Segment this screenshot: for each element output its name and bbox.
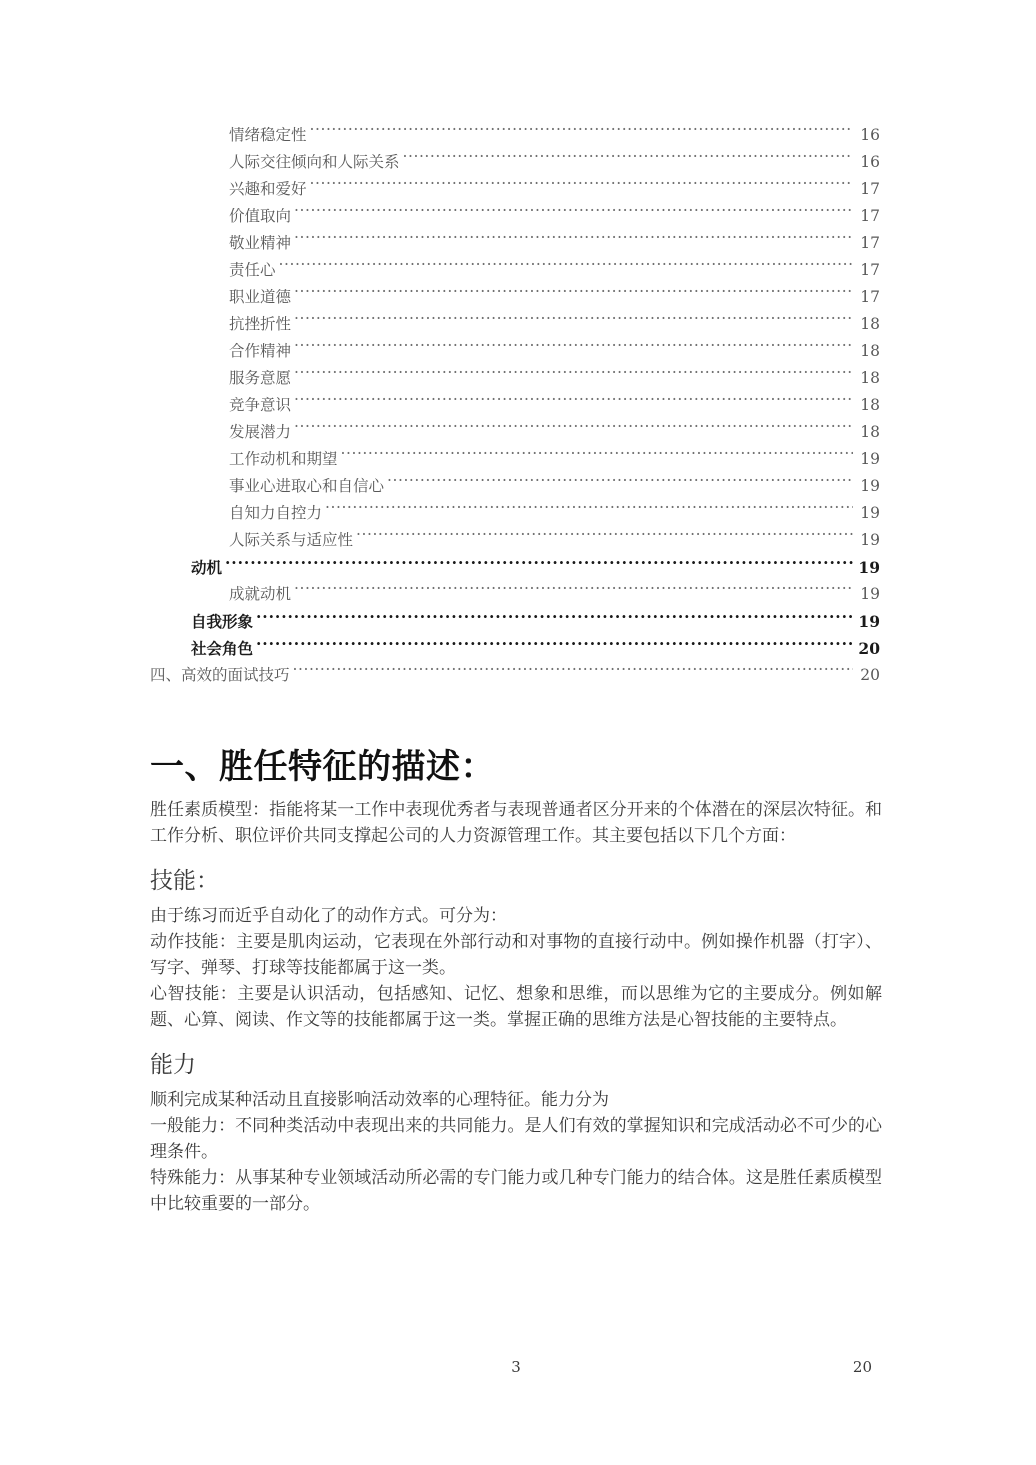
toc-entry-page-number: 18 <box>860 396 880 414</box>
toc-dot-leader <box>310 125 853 141</box>
toc-entry[interactable] <box>150 122 880 149</box>
footer-page-number: 3 <box>511 1358 521 1376</box>
toc-entry-label: 价值取向 <box>229 207 292 225</box>
toc-entry-page-number: 19 <box>860 585 880 603</box>
toc-entry[interactable] <box>150 149 880 176</box>
toc-entry-label: 服务意愿 <box>229 369 292 387</box>
toc-entry-label: 责任心 <box>229 261 276 279</box>
footer-total-pages: 20 <box>852 1358 872 1376</box>
toc-entry[interactable] <box>150 392 880 419</box>
toc-entry-page-number: 17 <box>860 234 880 252</box>
toc-entry[interactable] <box>150 473 880 500</box>
document-content <box>150 745 882 1219</box>
toc-entry[interactable] <box>150 446 880 473</box>
toc-entry-page-number: 20 <box>860 666 880 684</box>
toc-entry-page-number: 17 <box>860 261 880 279</box>
toc-dot-leader <box>387 476 853 492</box>
toc-entry-label: 竞争意识 <box>229 396 292 414</box>
toc-entry[interactable] <box>150 176 880 203</box>
toc-entry[interactable] <box>150 203 880 230</box>
toc-entry[interactable] <box>150 230 880 257</box>
toc-entry[interactable] <box>150 419 880 446</box>
toc-dot-leader <box>310 179 853 195</box>
toc-entry[interactable] <box>150 500 880 527</box>
intro-paragraph: 胜任素质模型：指能将某一工作中表现优秀者与表现普通者区分开来的个体潜在的深层次特征。和工作分析、职位评价共同支撑起公司的人力资源管理工作。其主要包括以下几个方面： <box>150 800 882 846</box>
toc-dot-leader <box>294 287 853 303</box>
toc-entry[interactable] <box>150 365 880 392</box>
toc-entry[interactable] <box>150 581 880 608</box>
toc-dot-leader <box>294 368 853 384</box>
toc-dot-leader <box>293 665 853 681</box>
toc-entry-label: 抗挫折性 <box>229 315 292 333</box>
toc-entry[interactable] <box>150 311 880 338</box>
section-heading-skill: 技能： <box>150 868 219 894</box>
skill-paragraph-3: 心智技能：主要是认识活动，包括感知、记忆、想象和思维，而以思维为它的主要成分。例如解题、心算、阅读、作文等的技能都属于这一类。掌握正确的思维方法是心智技能的主要特点。 <box>150 984 882 1030</box>
skill-paragraph-2: 动作技能：主要是肌肉运动，它表现在外部行动和对事物的直接行动中。例如操作机器（打字）、写字、弹琴、打球等技能都属于这一类。 <box>150 932 882 978</box>
toc-entry-label: 自知力自控力 <box>229 504 323 522</box>
toc-entry[interactable] <box>150 662 880 689</box>
toc-dot-leader <box>225 558 853 574</box>
toc-entry-page-number: 18 <box>860 369 880 387</box>
toc-entry-label: 工作动机和期望 <box>229 450 338 468</box>
toc-entry-label: 成就动机 <box>229 585 292 603</box>
skill-paragraph-block <box>150 903 882 1033</box>
table-of-contents <box>150 122 880 689</box>
toc-entry[interactable] <box>150 608 880 635</box>
toc-entry-label: 动机 <box>191 558 223 577</box>
toc-entry-label: 发展潜力 <box>229 423 292 441</box>
toc-dot-leader <box>294 233 853 249</box>
toc-dot-leader <box>294 314 853 330</box>
ability-paragraph-block <box>150 1087 882 1217</box>
toc-entry-page-number: 19 <box>860 477 880 495</box>
toc-entry-page-number: 18 <box>860 423 880 441</box>
toc-dot-leader <box>325 503 853 519</box>
toc-entry[interactable] <box>150 527 880 554</box>
toc-entry-page-number: 19 <box>860 450 880 468</box>
toc-entry-page-number: 19 <box>858 612 880 631</box>
section-heading-ability: 能力 <box>150 1052 196 1078</box>
toc-entry[interactable] <box>150 554 880 581</box>
skill-paragraph-1: 由于练习而近乎自动化了的动作方式。可分为： <box>150 906 507 926</box>
ability-paragraph-2: 一般能力：不同种类活动中表现出来的共同能力。是人们有效的掌握知识和完成活动必不可少的心理条件。 <box>150 1116 882 1162</box>
toc-entry-label: 人际交往倾向和人际关系 <box>229 153 400 171</box>
toc-entry-label: 合作精神 <box>229 342 292 360</box>
toc-entry-label: 事业心进取心和自信心 <box>229 477 385 495</box>
toc-dot-leader <box>294 584 853 600</box>
toc-entry-page-number: 19 <box>860 531 880 549</box>
toc-entry-page-number: 17 <box>860 207 880 225</box>
toc-entry-page-number: 16 <box>860 126 880 144</box>
toc-entry-label: 敬业精神 <box>229 234 292 252</box>
toc-entry-page-number: 18 <box>860 315 880 333</box>
toc-entry-label: 职业道德 <box>229 288 292 306</box>
toc-dot-leader <box>256 612 853 628</box>
page-footer <box>150 1358 882 1382</box>
toc-dot-leader <box>294 422 853 438</box>
toc-entry-label: 社会角色 <box>191 639 254 658</box>
toc-dot-leader <box>279 260 853 276</box>
toc-entry-page-number: 18 <box>860 342 880 360</box>
toc-entry-page-number: 19 <box>858 558 880 577</box>
toc-dot-leader <box>356 530 853 546</box>
toc-entry-page-number: 17 <box>860 180 880 198</box>
toc-entry-label: 四、高效的面试技巧 <box>150 666 290 684</box>
toc-entry-label: 人际关系与适应性 <box>229 531 354 549</box>
toc-entry[interactable] <box>150 257 880 284</box>
toc-entry-page-number: 17 <box>860 288 880 306</box>
page-title: 一、胜任特征的描述： <box>150 747 495 787</box>
toc-dot-leader <box>294 206 853 222</box>
ability-paragraph-3: 特殊能力：从事某种专业领域活动所必需的专门能力或几种专门能力的结合体。这是胜任素质模型中比较重要的一部分。 <box>150 1168 882 1214</box>
toc-entry[interactable] <box>150 338 880 365</box>
toc-dot-leader <box>341 449 853 465</box>
toc-dot-leader <box>403 152 853 168</box>
toc-entry-label: 情绪稳定性 <box>229 126 307 144</box>
toc-entry-page-number: 20 <box>858 639 880 658</box>
toc-entry-label: 自我形象 <box>191 612 254 631</box>
toc-entry-page-number: 16 <box>860 153 880 171</box>
toc-dot-leader <box>294 341 853 357</box>
toc-entry[interactable] <box>150 284 880 311</box>
toc-dot-leader <box>294 395 853 411</box>
toc-entry[interactable] <box>150 635 880 662</box>
toc-dot-leader <box>256 639 853 655</box>
toc-entry-page-number: 19 <box>860 504 880 522</box>
intro-paragraph-block <box>150 797 882 849</box>
ability-paragraph-1: 顺利完成某种活动且直接影响活动效率的心理特征。能力分为 <box>150 1090 609 1110</box>
toc-entry-label: 兴趣和爱好 <box>229 180 307 198</box>
